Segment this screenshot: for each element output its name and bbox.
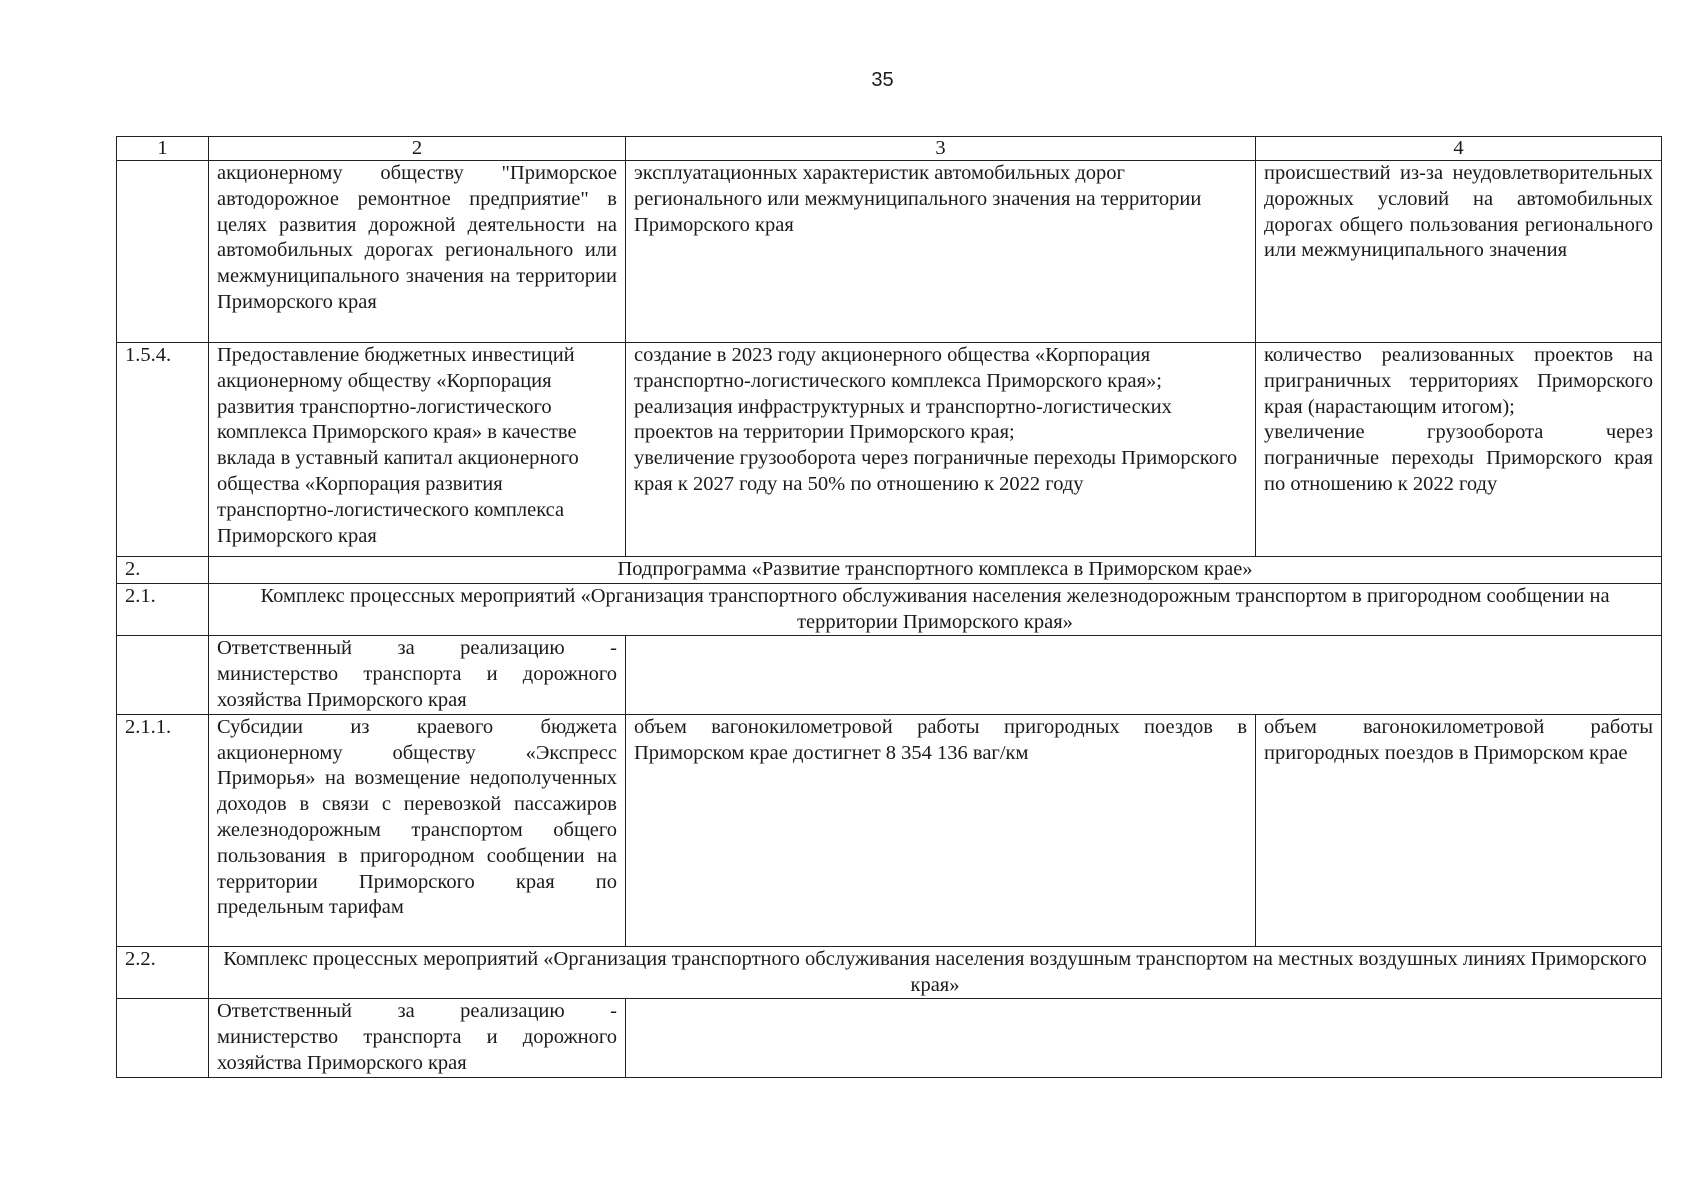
measures-table (116, 136, 1662, 1078)
expected-result-line: создание в 2023 году акционерного общества «Корпорация транспортно-логистического комплекса Приморского края»; (634, 344, 1162, 392)
indicator-line: количество реализованных проектов на приграничных территориях Приморского края (нарастающим итогом); (1264, 344, 1653, 418)
column-header-1: 1 (117, 137, 209, 161)
table-row (117, 946, 1662, 999)
table-row (117, 343, 1662, 557)
expected-result-line: реализация инфраструктурных и транспортно-логистических проектов на территории Приморского края; (634, 395, 1172, 444)
process-complex-title: Комплекс процессных мероприятий «Организация транспортного обслуживания населения железнодорожным транспортом в пригородном сообщении на территории Приморского края» (209, 583, 1662, 636)
empty-cell (626, 999, 1662, 1077)
subprogram-title: Подпрограмма «Развитие транспортного комплекса в Приморском крае» (209, 557, 1662, 584)
row-number: 2.2. (117, 946, 209, 999)
column-header-4: 4 (1256, 137, 1662, 161)
indicator (1256, 343, 1662, 557)
expected-result-line: увеличение грузооборота через пограничные переходы Приморского края к 2027 году на 50% по отношению к 2022 году (634, 447, 1238, 495)
expected-result: эксплуатационных характеристик автомобильных дорог регионального или межмуниципального значения на территории Приморского края (626, 161, 1256, 343)
row-number: 2.1.1. (117, 714, 209, 946)
empty-cell (626, 636, 1662, 714)
table-row (117, 583, 1662, 636)
indicator-line: увеличение грузооборота через пограничные переходы Приморского края по отношению к 2022 году (1264, 421, 1653, 495)
indicator: происшествий из-за неудовлетворительных дорожных условий на автомобильных дорогах общего пользования регионального или межмуниципального значения (1256, 161, 1662, 343)
row-number (117, 161, 209, 343)
row-number: 2. (117, 557, 209, 584)
table-row (117, 636, 1662, 714)
column-header-3: 3 (626, 137, 1256, 161)
indicator: объем вагонокилометровой работы пригородных поездов в Приморском крае (1256, 714, 1662, 946)
expected-result (626, 343, 1256, 557)
measure-name: Предоставление бюджетных инвестиций акционерному обществу «Корпорация развития транспортно-логистического комплекса Приморского края» в качестве вклада в уставный капитал акционерного общества «Корпорация развития транспортно-логистического комплекса Приморского края (209, 343, 626, 557)
page-number: 35 (871, 69, 894, 91)
column-header-2: 2 (209, 137, 626, 161)
responsible-executor: Ответственный за реализацию - министерство транспорта и дорожного хозяйства Приморского края (209, 636, 626, 714)
measure-name: акционерному обществу "Приморское автодорожное ремонтное предприятие" в целях развития дорожной деятельности на автомобильных дорогах регионального или межмуниципального значения на территории Приморского края (209, 161, 626, 343)
table-row (117, 557, 1662, 584)
table-row (117, 714, 1662, 946)
row-number (117, 636, 209, 714)
process-complex-title: Комплекс процессных мероприятий «Организация транспортного обслуживания населения воздушным транспортом на местных воздушных линиях Приморского края» (209, 946, 1662, 999)
table-header-row (117, 137, 1662, 161)
row-number (117, 999, 209, 1077)
row-number: 1.5.4. (117, 343, 209, 557)
expected-result: объем вагонокилометровой работы пригородных поездов в Приморском крае достигнет 8 354 136 ваг/км (626, 714, 1256, 946)
table-row (117, 161, 1662, 343)
table-row (117, 999, 1662, 1077)
row-number: 2.1. (117, 583, 209, 636)
responsible-executor: Ответственный за реализацию - министерство транспорта и дорожного хозяйства Приморского края (209, 999, 626, 1077)
measure-name: Субсидии из краевого бюджета акционерному обществу «Экспресс Приморья» на возмещение недополученных доходов в связи с перевозкой пассажиров железнодорожным транспортом общего пользования в пригородном сообщении на территории Приморского края по предельным тарифам (209, 714, 626, 946)
